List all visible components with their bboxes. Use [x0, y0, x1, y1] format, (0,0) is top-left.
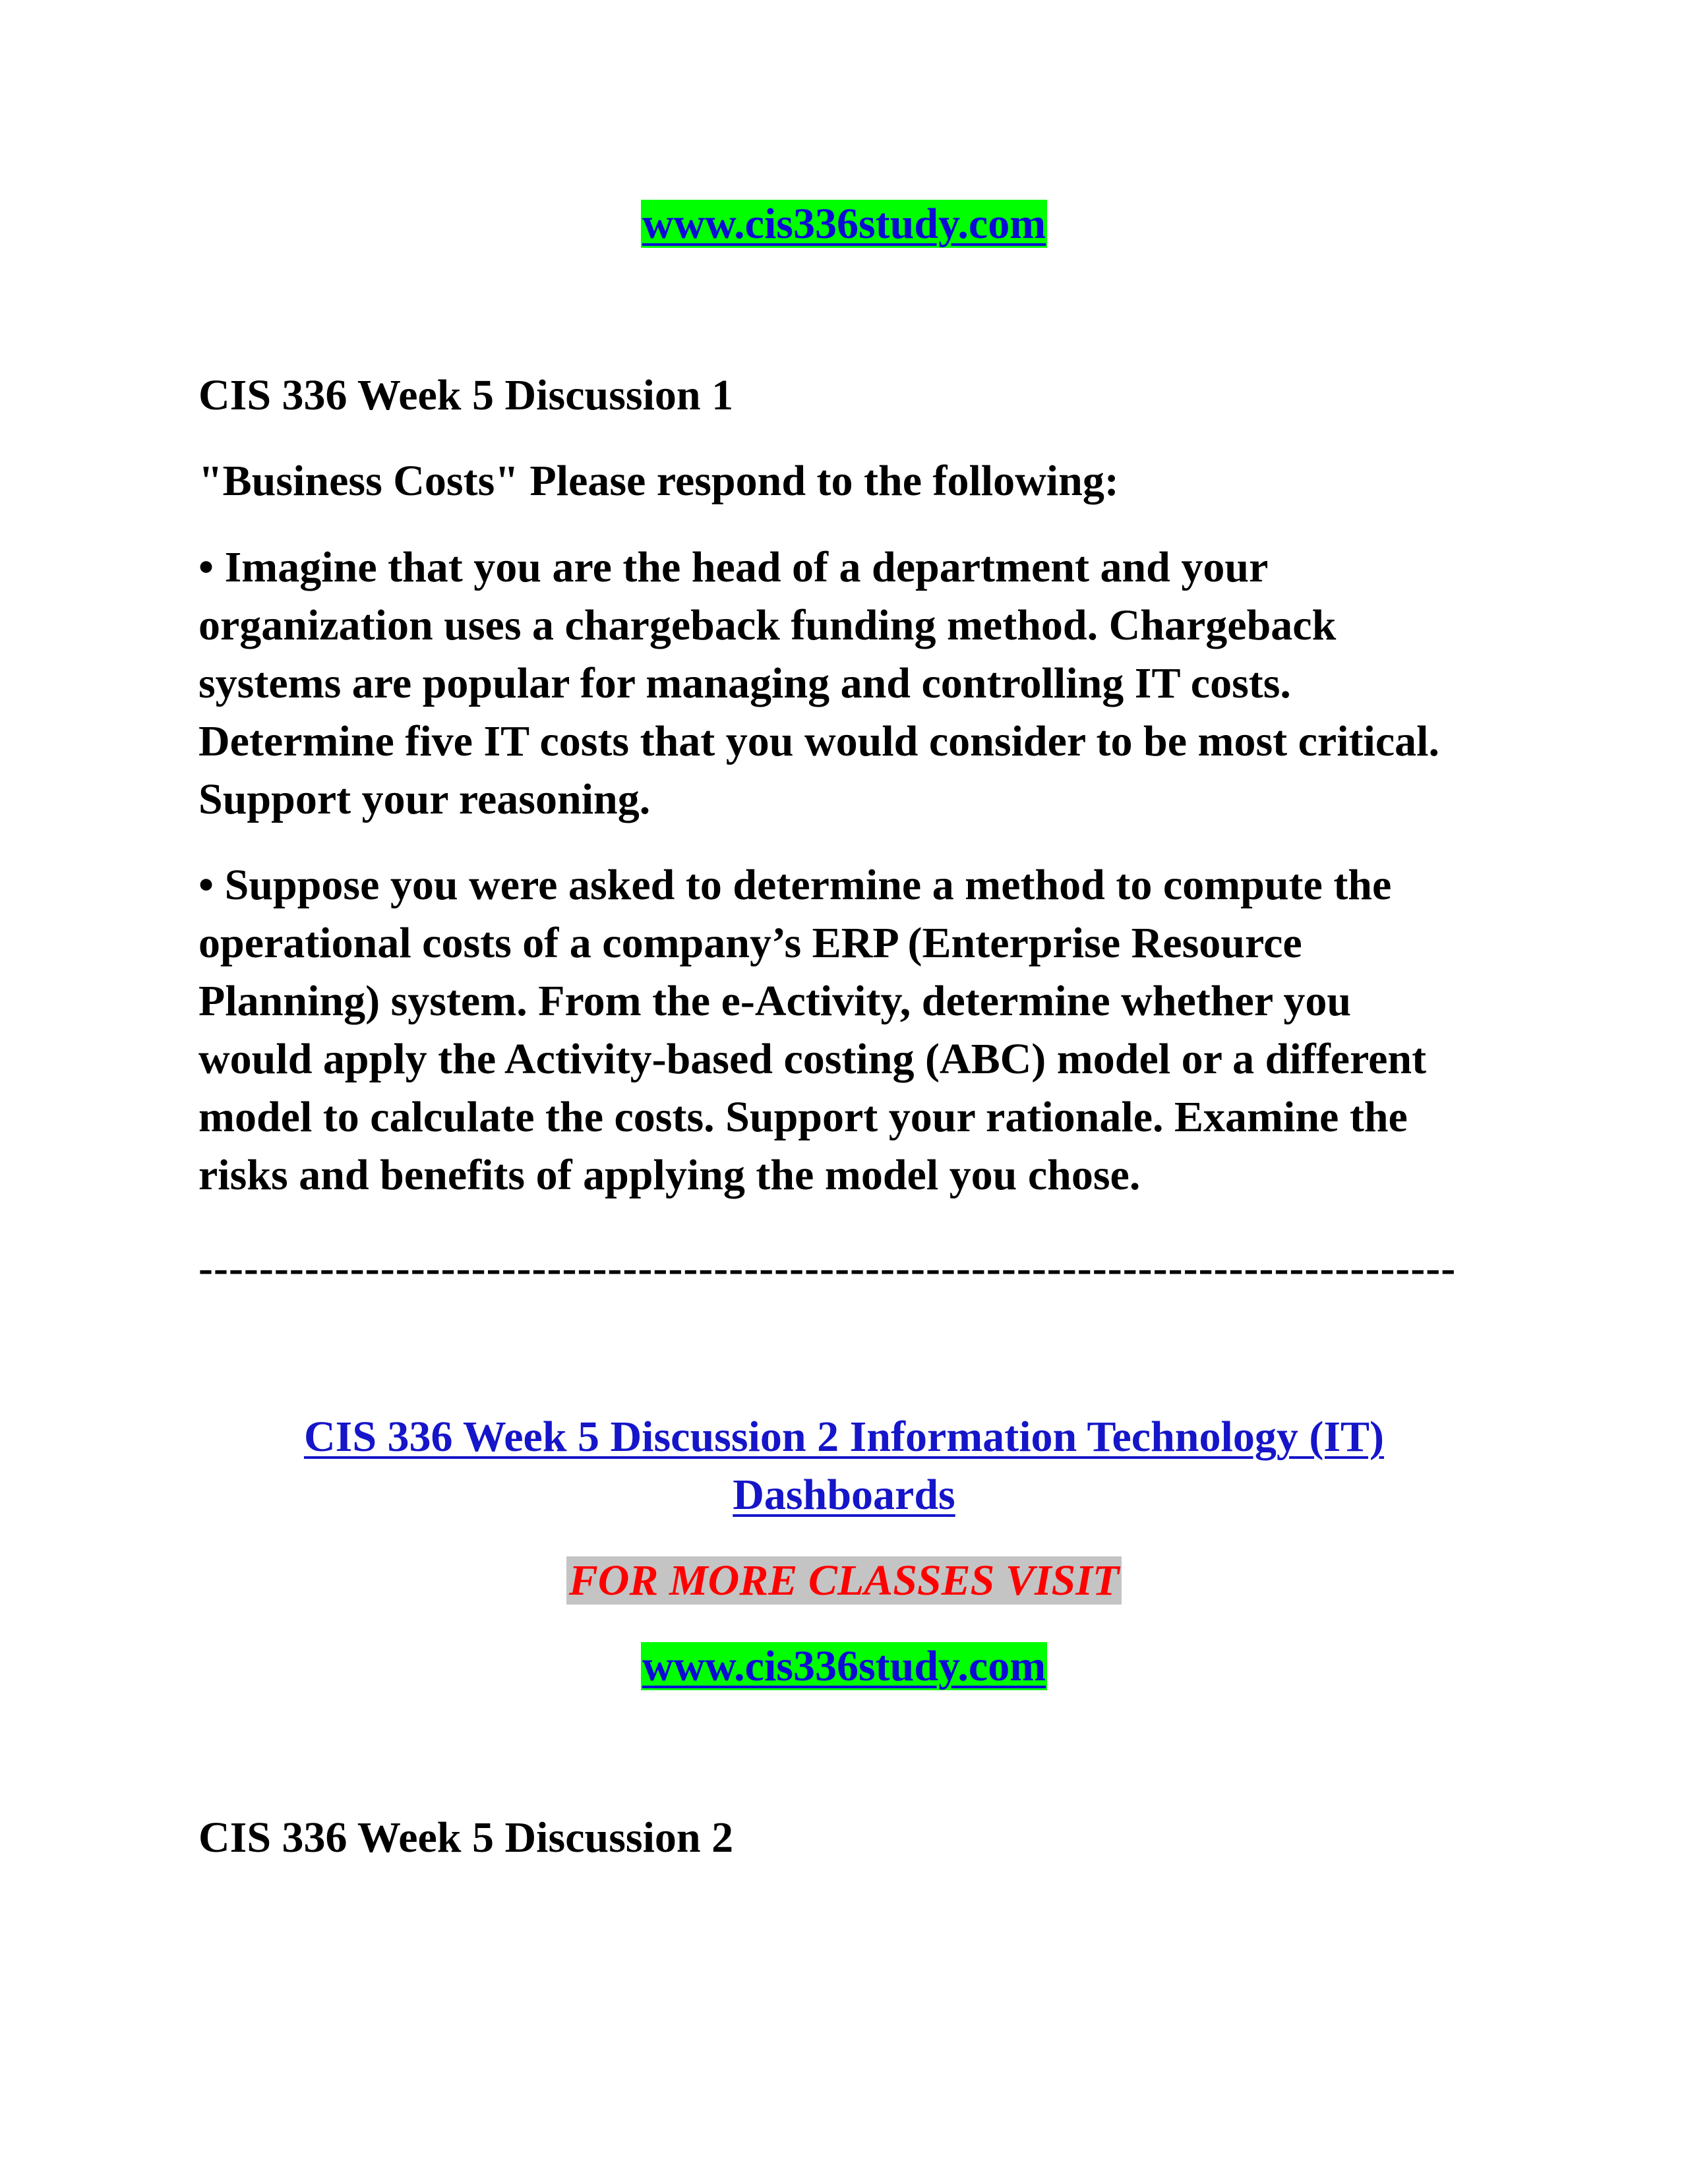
discussion2-link[interactable]: CIS 336 Week 5 Discussion 2 Information Technology (IT): [303, 1413, 1385, 1461]
discussion2-link-line-1: [0, 1408, 1688, 1466]
paragraph-line: model to calculate the costs. Support your rationale. Examine the: [198, 1093, 1408, 1141]
top-website-link[interactable]: www.cis336study.com: [642, 200, 1046, 248]
paragraph-line: operational costs of a company’s ERP (Enterprise Resource: [198, 919, 1302, 967]
paragraph-line: risks and benefits of applying the model you chose.: [198, 1151, 1141, 1199]
promo-banner: FOR MORE CLASSES VISIT: [566, 1556, 1122, 1605]
discussion1-title: CIS 336 Week 5 Discussion 1: [198, 371, 734, 419]
paragraph-line: • Imagine that you are the head of a department and your: [198, 543, 1269, 591]
discussion2-link-continued[interactable]: Dashboards: [733, 1471, 955, 1519]
discussion2-link-line-2: [0, 1466, 1688, 1524]
bullet-imagine-paragraph: [198, 539, 1471, 829]
paragraph-line: systems are popular for managing and controlling IT costs.: [198, 659, 1291, 707]
paragraph-line: would apply the Activity-based costing (ABC) model or a different: [198, 1035, 1427, 1083]
promo-line: [0, 1552, 1688, 1610]
top-website-line: [0, 195, 1688, 253]
discussion2-title: CIS 336 Week 5 Discussion 2: [198, 1814, 734, 1862]
paragraph-line: organization uses a chargeback funding method. Chargeback: [198, 601, 1337, 649]
paragraph-line: Support your reasoning.: [198, 775, 651, 823]
bottom-website-line: [0, 1638, 1688, 1696]
section-divider: -----------------------------------------------------------------------------------: [198, 1244, 1457, 1292]
paragraph-line: Determine five IT costs that you would consider to be most critical.: [198, 717, 1439, 765]
discussion1-intro: "Business Costs" Please respond to the following:: [198, 457, 1119, 505]
bullet-suppose-paragraph: [198, 856, 1471, 1204]
bottom-website-link[interactable]: www.cis336study.com: [642, 1642, 1046, 1690]
paragraph-line: Planning) system. From the e-Activity, determine whether you: [198, 977, 1352, 1025]
paragraph-line: • Suppose you were asked to determine a method to compute the: [198, 861, 1392, 909]
